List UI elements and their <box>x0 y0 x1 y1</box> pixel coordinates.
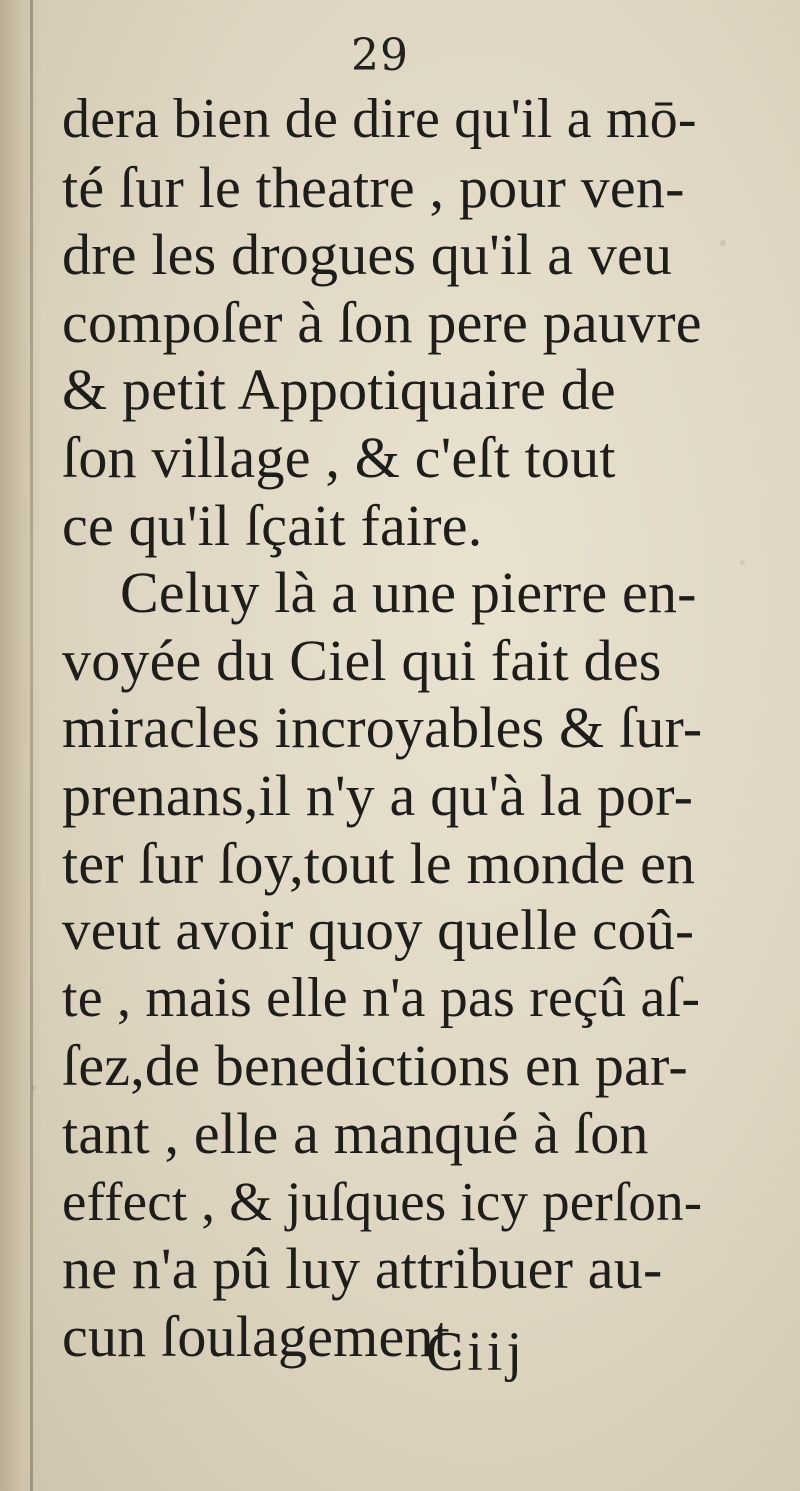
page-gutter <box>0 0 42 1491</box>
text-line: voyée du Ciel qui fait des <box>62 627 662 693</box>
body-text <box>62 86 703 1370</box>
text-line: te , mais elle n'a pas reçû aſ- <box>62 966 701 1029</box>
text-line: ſez,de benedictions en par- <box>62 1033 688 1099</box>
signature-mark: Ciij <box>426 1321 527 1383</box>
text-line: effect , & juſques icy perſon- <box>62 1170 703 1232</box>
paper-stain <box>720 240 726 246</box>
text-line: veut avoir quoy quelle coû- <box>62 899 695 963</box>
text-line: ſon village , & c'eſt tout <box>62 424 616 490</box>
paragraph-start-line: Celuy là a une pierre en- <box>120 560 697 626</box>
text-line: compoſer à ſon pere pauvre <box>62 289 702 355</box>
text-line: ne n'a pû luy attribuer au- <box>62 1236 663 1302</box>
text-line: miracles incroyables & ſur- <box>62 695 703 761</box>
text-line: té ſur le theatre , pour ven- <box>62 154 685 220</box>
text-line: & petit Appotiquaire de <box>62 357 616 423</box>
paper-stain <box>740 560 745 565</box>
binding-edge <box>30 0 33 1491</box>
text-line: ter ſur ſoy,tout le monde en <box>62 830 696 896</box>
paper-stain <box>30 1085 36 1091</box>
text-line: cun ſoulagement. <box>62 1303 465 1369</box>
text-line: tant , elle a manqué à ſon <box>62 1100 649 1166</box>
page-number: 29 <box>351 30 409 81</box>
text-line: dera bien de dire qu'il a mō- <box>62 88 697 150</box>
text-line: dre les drogues qu'il a veu <box>62 222 673 288</box>
text-line: ce qu'il ſçait faire. <box>62 492 483 558</box>
text-line: prenans,il n'y a qu'à la por- <box>62 762 694 828</box>
